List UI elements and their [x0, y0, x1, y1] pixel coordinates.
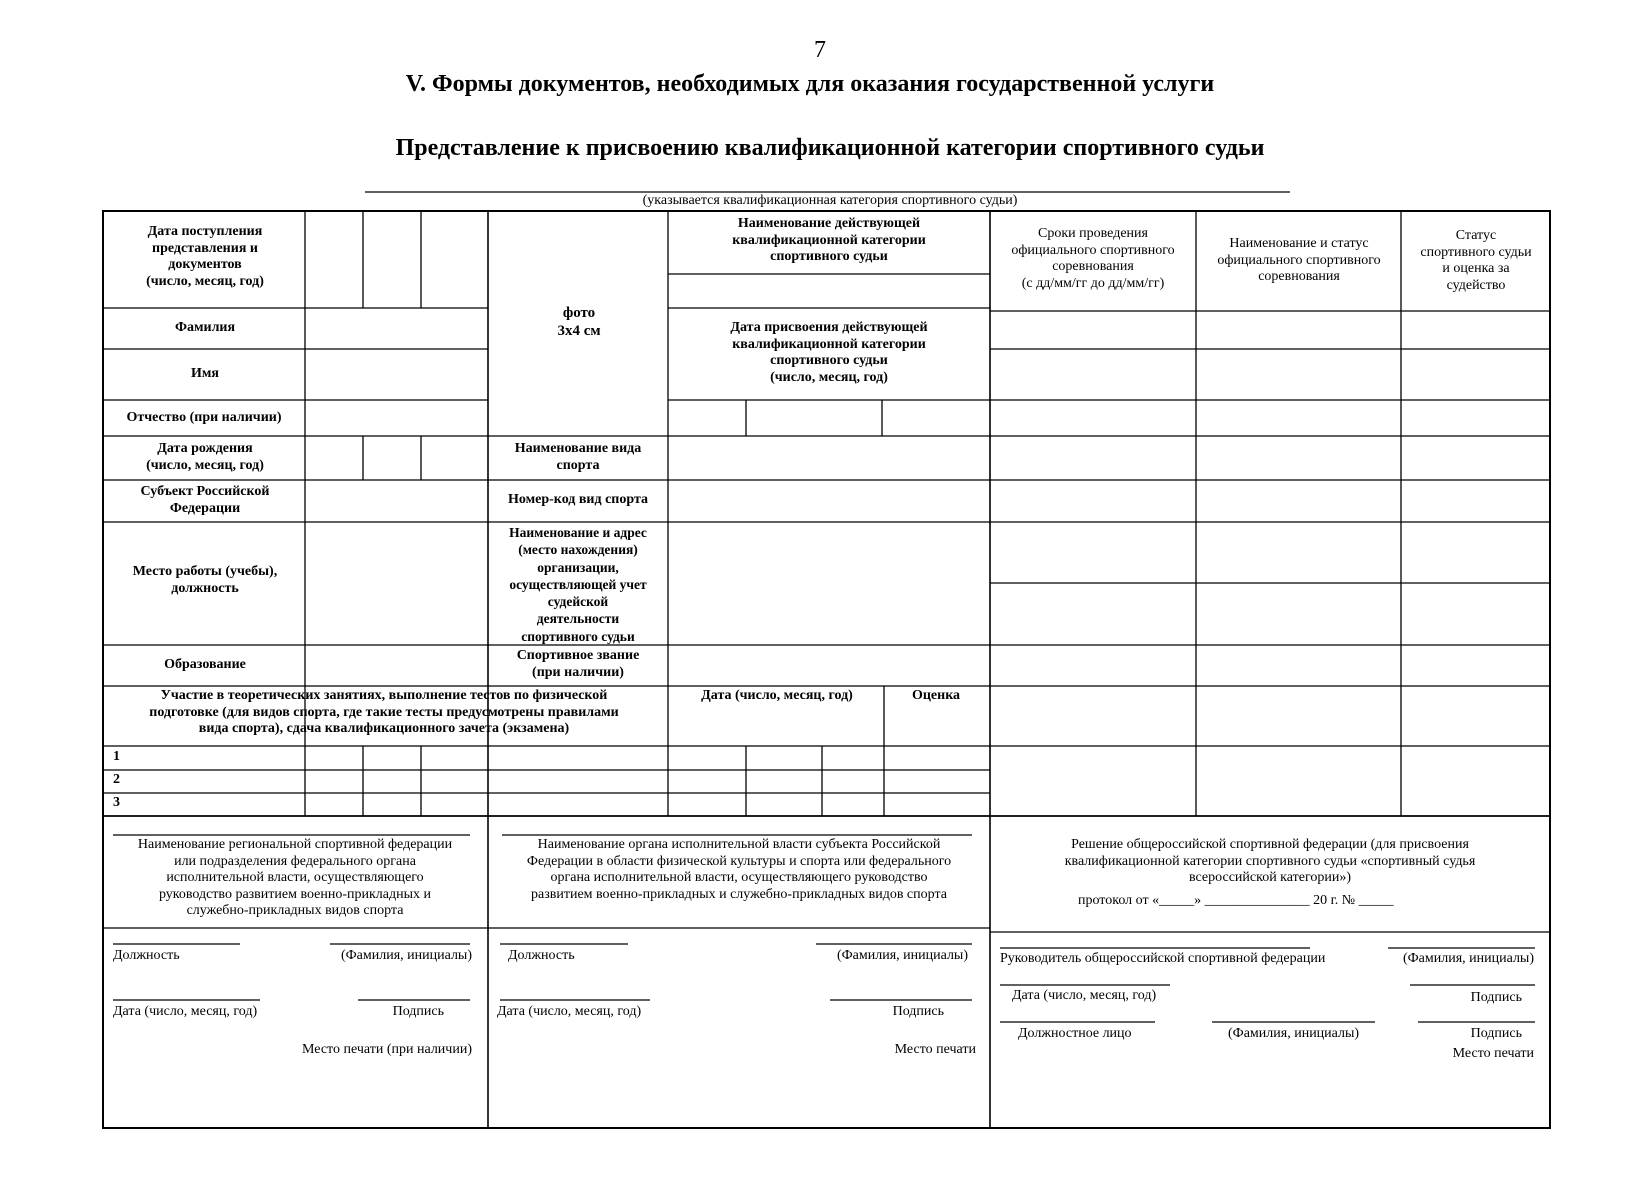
participation-label: Участие в теоретических занятиях, выполнение тестов по физической подготовке (для видов спорта, где такие тесты предусмотрены правилами вида спорта), сдача квалификационного зачета (экзамена) — [149, 688, 619, 737]
photo-placeholder: фото 3х4 см — [557, 305, 601, 339]
br-date-label: Дата (число, месяц, год) — [1012, 988, 1157, 1003]
bm-position-label: Должность — [508, 948, 575, 963]
receipt-date-label: Дата поступления представления и документов (число, месяц, год) — [146, 224, 264, 289]
category-hint: (указывается квалификационная категория спортивного судьи) — [642, 193, 1018, 208]
grade-column-label: Оценка — [911, 688, 961, 703]
row-number: 1 — [113, 749, 120, 764]
judge-status-header: Статус спортивного судьи и оценка за судейство — [1420, 228, 1532, 293]
form-title: Представление к присвоению квалификационной категории спортивного судьи — [395, 135, 1265, 161]
sport-code-label: Номер-код вид спорта — [507, 492, 649, 507]
section-title: V. Формы документов, необходимых для оказания государственной услуги — [405, 71, 1215, 97]
row-number: 3 — [113, 795, 120, 810]
row-number: 2 — [113, 772, 120, 787]
br-fio-label: (Фамилия, инициалы) — [1402, 951, 1534, 966]
patronymic-label: Отчество (при наличии) — [126, 410, 282, 425]
education-label: Образование — [164, 657, 246, 672]
bm-signature-label: Подпись — [892, 1004, 944, 1019]
bm-date-label: Дата (число, месяц, год) — [497, 1004, 642, 1019]
bl-signature-label: Подпись — [392, 1004, 444, 1019]
br-stamp-label: Место печати — [1452, 1046, 1534, 1061]
br-head-label: Руководитель общероссийской спортивной федерации — [1000, 951, 1326, 966]
federation-decision-header: Решение общероссийской спортивной федерации (для присвоения квалификационной категории спортивного судьи «спортивный судья всероссийской категории») — [1064, 837, 1476, 886]
date-column-label: Дата (число, месяц, год) — [701, 688, 853, 703]
current-category-label: Наименование действующей квалификационной категории спортивного судьи — [732, 216, 926, 265]
br-official-label: Должностное лицо — [1018, 1026, 1132, 1041]
bl-position-label: Должность — [113, 948, 180, 963]
name-label: Имя — [191, 366, 219, 381]
assign-date-label: Дата присвоения действующей квалификационной категории спортивного судьи (число, месяц, год) — [730, 320, 928, 385]
br-fio2-label: (Фамилия, инициалы) — [1228, 1026, 1360, 1041]
sport-title-label: Спортивное звание (при наличии) — [516, 648, 640, 680]
page-number: 7 — [814, 37, 826, 63]
bl-stamp-label: Место печати (при наличии) — [302, 1042, 472, 1057]
bm-stamp-label: Место печати — [894, 1042, 976, 1057]
bl-date-label: Дата (число, месяц, год) — [113, 1004, 258, 1019]
birth-date-label: Дата рождения (число, месяц, год) — [146, 441, 264, 473]
bl-fio-label: (Фамилия, инициалы) — [340, 948, 472, 963]
br-signature2-label: Подпись — [1470, 1026, 1522, 1041]
surname-label: Фамилия — [174, 320, 236, 335]
organization-label: Наименование и адрес (место нахождения) организации, осуществляющей учет судейской деятельности спортивного судьи — [509, 525, 647, 644]
br-signature-label: Подпись — [1470, 990, 1522, 1005]
regional-federation-header: Наименование региональной спортивной федерации или подразделения федерального органа исполнительной власти, осуществляющего руководство развитием военно-прикладных и служебно-прикладных видов спорта — [137, 837, 453, 919]
competition-name-header: Наименование и статус официального спортивного соревнования — [1217, 236, 1381, 285]
subject-label: Субъект Российской Федерации — [140, 484, 270, 516]
workplace-label: Место работы (учебы), должность — [132, 564, 278, 596]
bm-fio-label: (Фамилия, инициалы) — [836, 948, 968, 963]
sport-name-label: Наименование вида спорта — [514, 441, 642, 473]
competition-dates-header: Сроки проведения официального спортивного соревнования (с дд/мм/гг до дд/мм/гг) — [1011, 226, 1175, 291]
protocol-line: протокол от «_____» _______________ 20 г. № _____ — [1078, 893, 1394, 908]
executive-body-header: Наименование органа исполнительной власти субъекта Российской Федерации в области физической культуры и спорта или федерального органа исполнительной власти, осуществляющего руководство развитием военно-прикладных и служебно-прикладных видов спорта — [526, 837, 952, 902]
